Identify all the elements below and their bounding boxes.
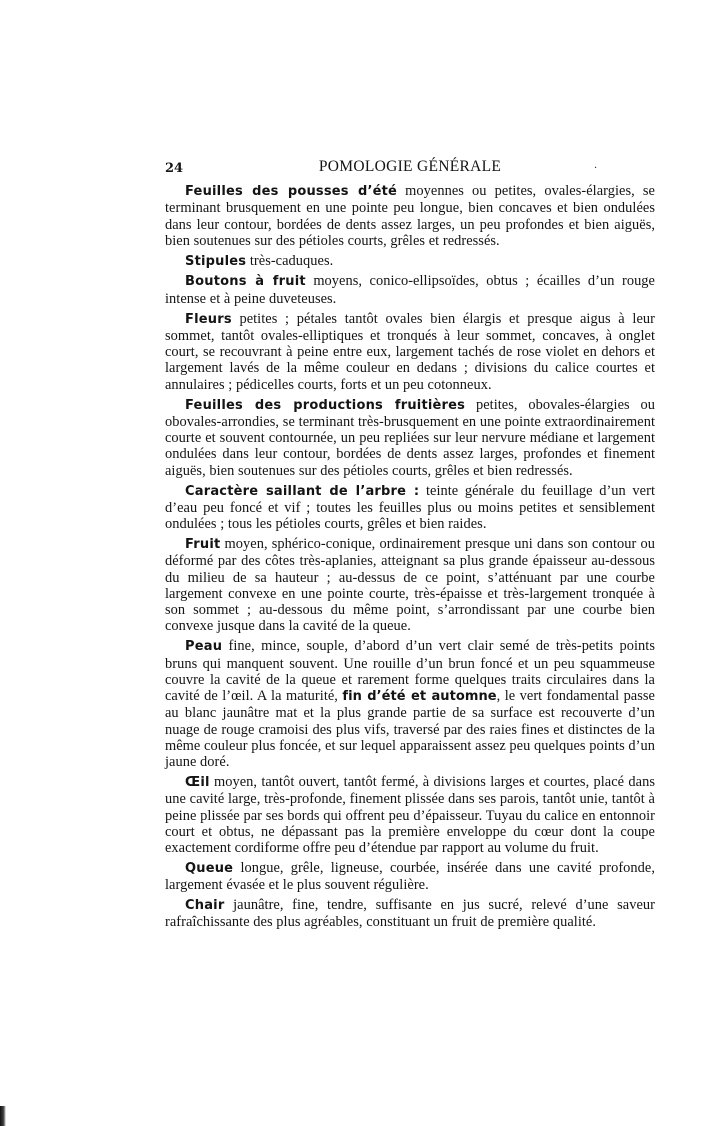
paragraph-text: moyen, tantôt ouvert, tantôt fermé, à divisions larges et courtes, placé dans une cavité large, très-profonde, finement plissée dans ses parois, tantôt unie, tantôt à peine plissée par ses bords qui offrent peu d’épaisseur. Tuyau du calice en entonnoir court et obtus, ne dépassant pas la première enveloppe du cœur dont la coupe exactement cordiforme offre peu d’étendue par rapport au volume du fruit.	[165, 774, 655, 857]
body-text	[165, 183, 655, 931]
term-heading: Queue	[185, 861, 234, 877]
paragraph-text: longue, grêle, ligneuse, courbée, insérée dans une cavité profonde, largement évasée et le plus souvent régulière.	[165, 860, 655, 894]
paragraph-text: jaunâtre, fine, tendre, suffisante en jus sucré, relevé d’une saveur rafraîchissante des plus agréables, constituant un fruit de première qualité.	[165, 897, 655, 931]
paragraph-feuilles-pousses	[165, 183, 655, 249]
book-page	[165, 158, 655, 934]
term-heading: Caractère saillant de l’arbre :	[185, 483, 420, 499]
paragraph-fleurs	[165, 311, 655, 393]
paragraph-caractere	[165, 483, 655, 533]
term-heading: Feuilles des pousses d’été	[185, 184, 398, 199]
paragraph-text: petites, obovales-élargies ou obovales-arrondies, se terminant très-brusquement en une pointe extraordinairement courte et souvent contournée, un peu repliées sur leur nervure médiane et largement ondulées dans leur contour, bordées de dents assez larges, profondes et finement aiguës, bien soutenues sur des pétioles courts, grêles et bien redressés.	[165, 396, 655, 479]
term-heading: Chair	[185, 898, 225, 914]
paragraph-text: , le vert fondamental passe au blanc jaunâtre mat et la plus grande partie de sa surface est recouverte d’un nuage de rouge cramoisi des plus vifs, traversé par des raies fines et distinctes de la même couleur plus foncée, et sur lequel apparaissent assez peu quelques points d’un jaune doré.	[165, 688, 655, 771]
paragraph-chair	[165, 897, 655, 931]
page-number: 24	[165, 161, 184, 176]
paragraph-boutons	[165, 273, 655, 307]
paragraph-fruit	[165, 536, 655, 635]
term-heading: Stipules	[185, 253, 247, 269]
paragraph-feuilles-productions	[165, 397, 655, 479]
print-speck: .	[594, 160, 598, 171]
term-heading: Fleurs	[185, 311, 232, 327]
paragraph-text: moyen, sphérico-conique, ordinairement presque uni dans son contour ou déformé par des côtes très-aplanies, atteignant sa plus grande épaisseur au-dessous du milieu de sa hauteur ; au-dessus de ce point, s’atténuant par une courbe largement convexe en une pointe courte, très-épaisse et très-largement tronquée à son sommet ; au-dessous du même point, s’arrondissant par une courbe bien convexe jusque dans la cavité de la queue.	[165, 535, 655, 635]
term-heading: Peau	[185, 639, 223, 655]
term-heading: Feuilles des productions fruitières	[185, 397, 466, 413]
paragraph-text: fine, mince, souple, d’abord d’un vert clair semé de très-petits points bruns qui manquent souvent. Une rouille d’un brun foncé et un peu squammeuse couvre la cavité de la queue et rarement forme quelques traits circulaires dans la cavité de l’œil. A la maturité,	[165, 638, 655, 705]
paragraph-peau	[165, 638, 655, 770]
paragraph-text: moyennes ou petites, ovales-élargies, se terminant brusquement en une pointe peu longue, bien concaves et bien ondulées dans leur contour, bordées de dents assez larges, un peu profondes et bien aiguës, bien soutenues sur des pétioles courts, grêles et redressés.	[165, 183, 655, 249]
paragraph-queue	[165, 860, 655, 894]
paragraph-text: petites ; pétales tantôt ovales bien élargis et presque aigus à leur sommet, tantôt ovales-elliptiques et tronqués à leur sommet, concaves, à onglet court, se recouvrant à peine entre eux, largement tachés de rose violet en dehors et largement lavés de la même couleur en dedans ; divisions du calice courtes et annulaires ; pédicelles courts, forts et un peu cotonneux.	[165, 310, 655, 393]
paragraph-oeil	[165, 774, 655, 856]
paragraph-text: très-caduques.	[246, 252, 334, 269]
emphasis-season: fin d’été et automne	[342, 689, 497, 705]
paragraph-text: moyens, conico-ellipsoïdes, obtus ; écailles d’un rouge intense et à peine duveteuses.	[165, 273, 655, 307]
scan-edge-shadow	[0, 1106, 6, 1126]
term-heading: Œil	[185, 775, 210, 791]
paragraph-stipules	[165, 253, 655, 270]
page-header	[165, 158, 655, 180]
paragraph-text: teinte générale du feuillage d’un vert d’eau peu foncé et vif ; toutes les feuilles plus ou moins petites et sensiblement ondulées ; tous les pétioles courts, grêles et bien raides.	[165, 482, 655, 533]
term-heading: Fruit	[185, 536, 221, 552]
term-heading: Boutons à fruit	[185, 274, 306, 290]
running-title: POMOLOGIE GÉNÉRALE	[318, 158, 502, 175]
